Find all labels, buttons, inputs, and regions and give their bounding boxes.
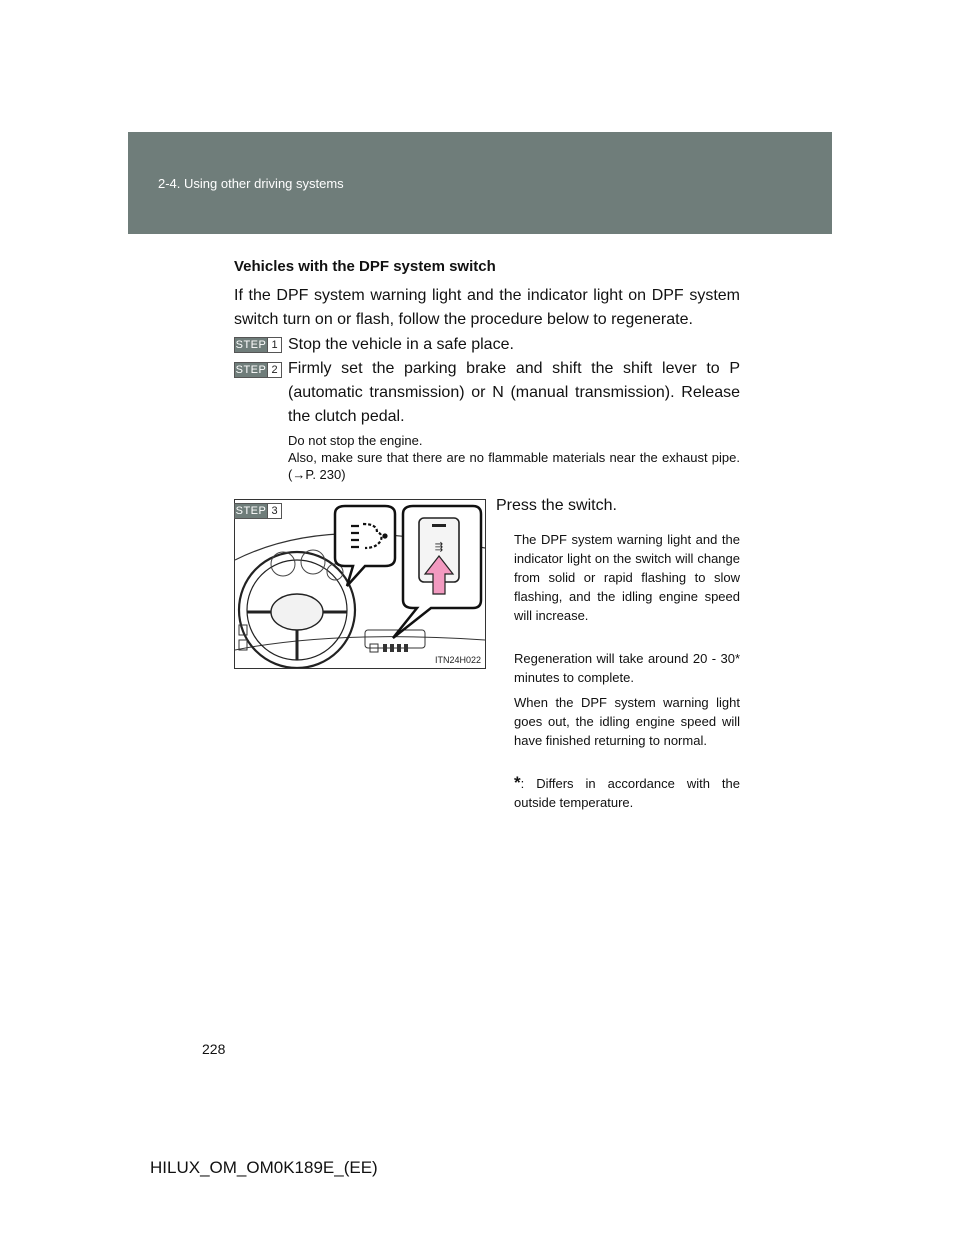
switch-symbol: ⇶ xyxy=(434,542,444,553)
subheading: Vehicles with the DPF system switch xyxy=(234,258,496,275)
step-1-text: Stop the vehicle in a safe place. xyxy=(288,336,514,353)
step-number: 3 xyxy=(267,504,281,518)
header-band xyxy=(128,132,832,234)
step-3-badge xyxy=(234,503,282,519)
step-1-badge xyxy=(234,337,282,353)
step-2-note xyxy=(288,432,740,483)
step-number: 1 xyxy=(267,338,281,352)
step-3-detail-2: Regeneration will take around 20 - 30* minutes to complete. xyxy=(514,651,740,685)
section-title: 2-4. Using other driving systems xyxy=(158,176,344,191)
footnote-text: : Differs in accordance with the outside temperature. xyxy=(514,776,740,810)
step-label: STEP xyxy=(235,505,267,517)
step-2-text: Firmly set the parking brake and shift the shift lever to P (automatic transmission) or N (manual transmission). Release the clutch pedal. xyxy=(288,360,740,425)
step-label: STEP xyxy=(235,339,267,351)
footnote xyxy=(514,773,740,812)
document-code: HILUX_OM_OM0K189E_(EE) xyxy=(150,1158,378,1177)
step-3-text: Press the switch. xyxy=(496,497,617,514)
dpf-switch-illustration xyxy=(234,499,486,669)
figure-code: ITN24H022 xyxy=(434,655,481,665)
step-label: STEP xyxy=(235,364,267,376)
intro-paragraph: If the DPF system warning light and the indicator light on DPF system switch turn on or flash, follow the procedure below to regenerate. xyxy=(234,287,740,328)
footnote-mark: * xyxy=(514,773,521,792)
note-line-2: Also, make sure that there are no flammable materials near the exhaust pipe. (→P. 230) xyxy=(288,450,740,482)
step-3-detail-1: The DPF system warning light and the indicator light on the switch will change from solid or rapid flashing to slow flashing, and the idling engine speed will increase. xyxy=(514,532,740,623)
dashboard-drawing xyxy=(235,500,485,668)
step-3-detail-3: When the DPF system warning light goes out, the idling engine speed will have finished returning to normal. xyxy=(514,695,740,748)
step-2-badge xyxy=(234,362,282,378)
step-number: 2 xyxy=(267,363,281,377)
note-line-1: Do not stop the engine. xyxy=(288,433,423,448)
switch-indicator-light xyxy=(432,524,446,527)
page-number: 228 xyxy=(202,1041,226,1057)
